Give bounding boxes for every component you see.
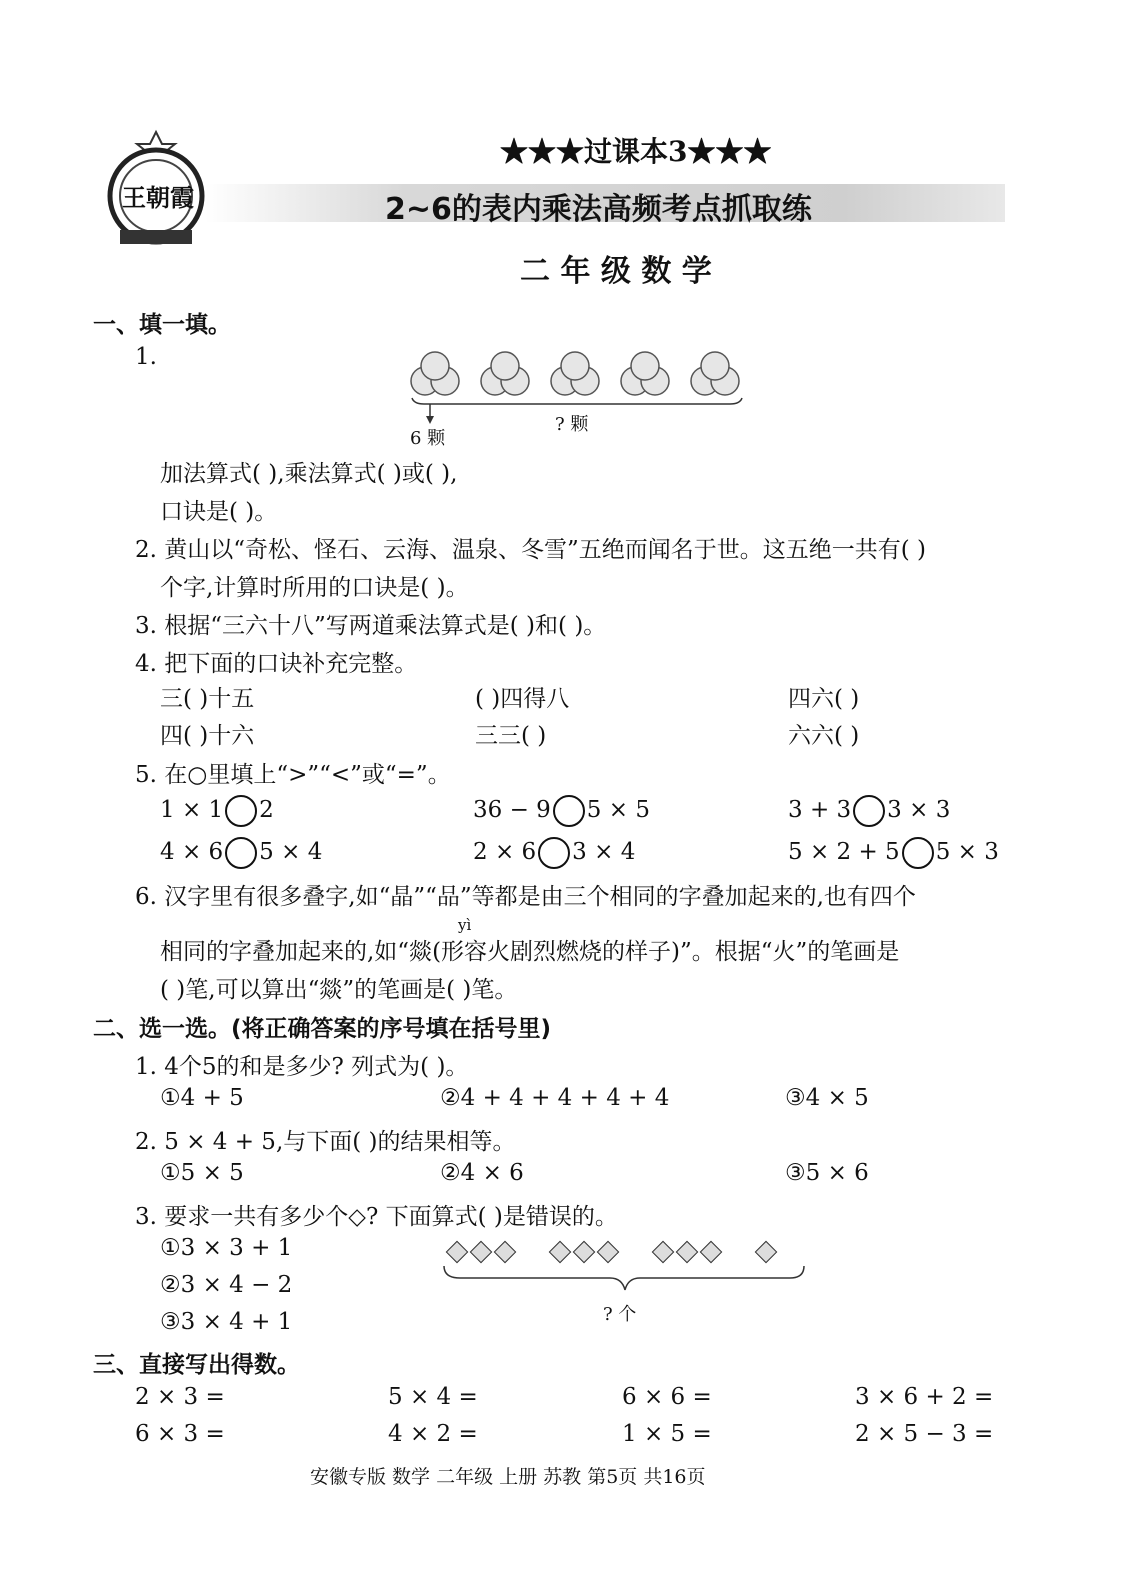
q2-line-2: 个字,计算时所用的口诀是( )。 xyxy=(160,575,469,601)
q1-line-2: 口诀是( )。 xyxy=(160,499,278,525)
brand-logo xyxy=(100,128,212,248)
q2-line-1: 2. 黄山以“奇松、怪石、云海、温泉、冬雪”五绝而闻名于世。这五绝一共有( ) xyxy=(135,537,927,563)
option: ①4 + 5 xyxy=(160,1085,244,1111)
calc-item: 6 × 6 = xyxy=(622,1384,712,1410)
q4-item: 六六( ) xyxy=(788,723,860,749)
q5-text: 5. 在○里填上“>”“<”或“=”。 xyxy=(135,762,451,788)
answer-circle[interactable] xyxy=(538,837,570,869)
q6-line-3: ( )笔,可以算出“燚”的笔画是( )笔。 xyxy=(160,977,518,1003)
answer-circle[interactable] xyxy=(225,795,257,827)
s2-q3-text: 3. 要求一共有多少个◇? 下面算式( )是错误的。 xyxy=(135,1204,618,1230)
calc-item: 1 × 5 = xyxy=(622,1421,712,1447)
answer-circle[interactable] xyxy=(225,837,257,869)
section-2-title: 二、选一选。(将正确答案的序号填在括号里) xyxy=(93,1016,552,1042)
q4-item: ( )四得八 xyxy=(475,686,570,712)
compare-item: 4 × 6 5 × 4 xyxy=(160,837,322,869)
q4-item: 三( )十五 xyxy=(160,686,255,712)
answer-circle[interactable] xyxy=(902,837,934,869)
s2-q2-text: 2. 5 × 4 + 5,与下面( )的结果相等。 xyxy=(135,1129,516,1155)
calc-item: 3 × 6 + 2 = xyxy=(855,1384,994,1410)
q6-line-2: 相同的字叠加起来的,如“燚(形容火剧烈燃烧的样子)”。根据“火”的笔画是 xyxy=(160,939,900,965)
q4-item: 三三( ) xyxy=(475,723,547,749)
compare-item: 2 × 6 3 × 4 xyxy=(473,837,635,869)
answer-circle[interactable] xyxy=(553,795,585,827)
s2-q1-text: 1. 4个5的和是多少? 列式为( )。 xyxy=(135,1054,469,1080)
q4-item: 四( )十六 xyxy=(160,723,255,749)
calc-item: 2 × 3 = xyxy=(135,1384,225,1410)
q4-item: 四六( ) xyxy=(788,686,860,712)
diamond-figure xyxy=(445,1244,778,1264)
q1-number: 1. xyxy=(135,344,157,370)
compare-item: 1 × 1 2 xyxy=(160,795,274,827)
option: ②4 + 4 + 4 + 4 + 4 xyxy=(440,1085,670,1111)
calc-item: 6 × 3 = xyxy=(135,1421,225,1447)
q6-line-1: 6. 汉字里有很多叠字,如“晶”“品”等都是由三个相同的字叠加起来的,也有四个 xyxy=(135,884,916,910)
answer-circle[interactable] xyxy=(853,795,885,827)
page-subtitle: 二 年 级 数 学 xyxy=(520,254,712,289)
q6-pinyin: yì xyxy=(458,916,472,934)
logo-text: 王朝霞 xyxy=(122,183,194,212)
q4-text: 4. 把下面的口诀补充完整。 xyxy=(135,651,418,677)
series-title: ★★★过课本3★★★ xyxy=(500,135,772,168)
section-3-title: 三、直接写出得数。 xyxy=(93,1352,300,1378)
option: ①5 × 5 xyxy=(160,1160,244,1186)
section-1-title: 一、填一填。 xyxy=(93,312,231,338)
option: ①3 × 3 + 1 xyxy=(160,1235,293,1261)
q1-line-1: 加法算式( ),乘法算式( )或( ), xyxy=(160,461,458,487)
diamond-brace xyxy=(440,1264,810,1294)
option: ③4 × 5 xyxy=(785,1085,869,1111)
page-footer: 安徽专版 数学 二年级 上册 苏教 第5页 共16页 xyxy=(310,1466,706,1488)
compare-item: 3 + 3 3 × 3 xyxy=(788,795,950,827)
diamond-label: ? 个 xyxy=(603,1304,637,1325)
cherry-label-known: 6 颗 xyxy=(410,428,446,449)
option: ③5 × 6 xyxy=(785,1160,869,1186)
compare-item: 36 − 9 5 × 5 xyxy=(473,795,650,827)
q3-text: 3. 根据“三六十八”写两道乘法算式是( )和( )。 xyxy=(135,613,607,639)
option: ②3 × 4 − 2 xyxy=(160,1272,293,1298)
cherry-label-unknown: ? 颗 xyxy=(555,414,589,435)
calc-item: 5 × 4 = xyxy=(388,1384,478,1410)
topic-title: 2~6的表内乘法高频考点抓取练 xyxy=(385,192,812,227)
compare-item: 5 × 2 + 5 5 × 3 xyxy=(788,837,999,869)
calc-item: 2 × 5 − 3 = xyxy=(855,1421,994,1447)
calc-item: 4 × 2 = xyxy=(388,1421,478,1447)
option: ③3 × 4 + 1 xyxy=(160,1309,293,1335)
option: ②4 × 6 xyxy=(440,1160,524,1186)
